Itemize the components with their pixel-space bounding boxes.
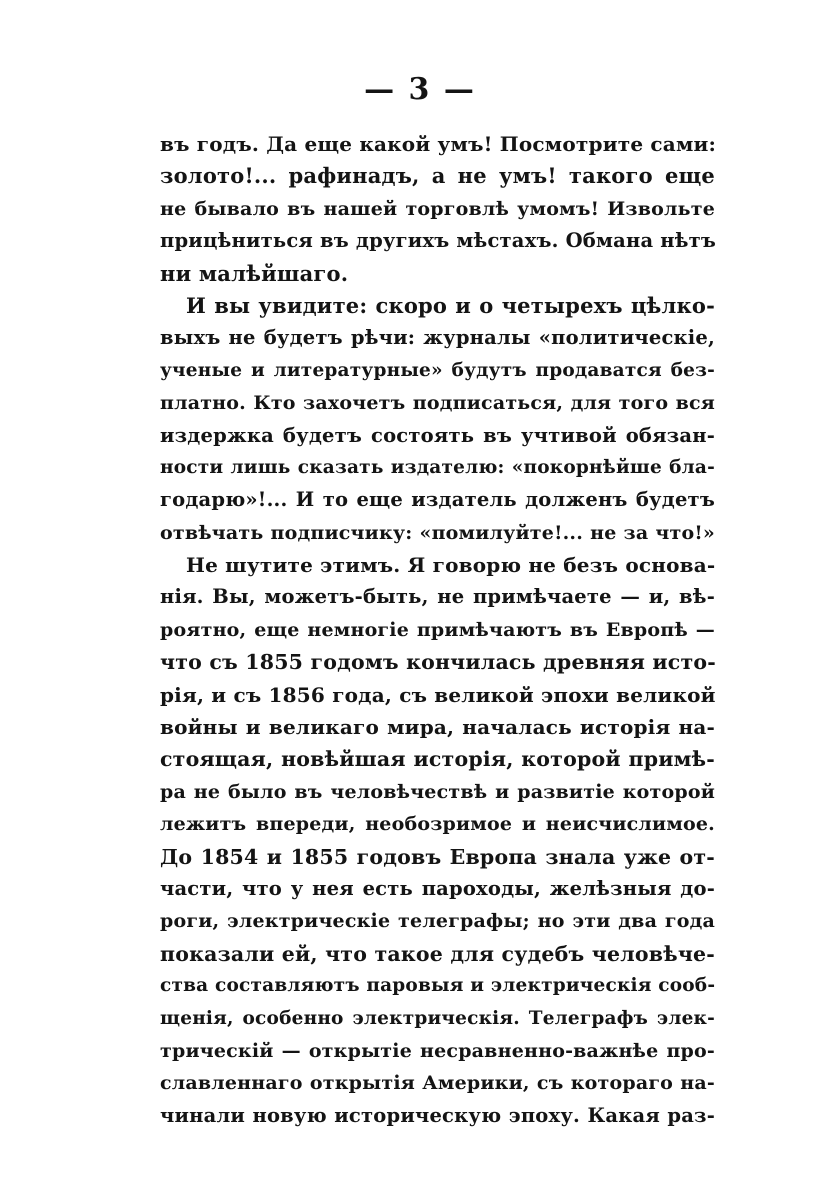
paragraph-first-line: И вы увидите: скоро и о четырехъ цѣлко- — [186, 292, 715, 318]
text-line: платно. Кто захочетъ подписаться, для того вся — [160, 392, 715, 415]
text-line: издержка будетъ состоять въ учтивой обязан- — [160, 423, 715, 447]
text-line: ности лишь сказать издателю: «покорнѣйше бла- — [160, 456, 715, 478]
text-line: выхъ не будетъ рѣчи: журналы «политическіе, — [160, 326, 715, 350]
text-line: въ годъ. Да еще какой умъ! Посмотрите сами: — [160, 132, 717, 156]
text-line: ученые и литературные» будутъ продаватся без- — [160, 359, 715, 381]
text-line: чинали новую историческую эпоху. Какая раз- — [160, 1103, 715, 1127]
page-number: — 3 — — [364, 72, 476, 107]
text-line: войны и великаго мира, началась исторія на- — [160, 715, 715, 740]
text-line: щенія, особенно электрическія. Телеграфъ элек- — [160, 1007, 715, 1029]
text-line: ства составляютъ паровыя и электрическія сооб- — [160, 975, 716, 997]
text-line: части, что у нея есть пароходы, желѣзныя до- — [160, 876, 715, 900]
text-line: рія, и съ 1856 года, съ великой эпохи великой — [160, 682, 716, 707]
text-line: золото!... рафинадъ, а не умъ! такого еще — [160, 163, 715, 189]
paragraph-first-line: Не шутите этимъ. Я говорю не безъ основа- — [186, 553, 716, 578]
text-line: ра не было въ человѣчествѣ и развитіе которой — [160, 780, 715, 803]
text-line: стоящая, новѣйшая исторія, которой примѣ- — [160, 747, 715, 772]
text-line: трическій — открытіе несравненно-важнѣе про- — [160, 1039, 715, 1062]
text-line: не бывало въ нашей торговлѣ умомъ! Извольте — [160, 197, 715, 220]
text-line: что съ 1855 годомъ кончилась древняя исто- — [160, 650, 716, 675]
text-line: роятно, еще немногіе примѣчаютъ въ Европѣ — — [160, 618, 715, 641]
body-text — [160, 128, 715, 1132]
text-line: роги, электрическіе телеграфы; но эти два года — [160, 910, 715, 933]
text-line: До 1854 и 1855 годовъ Европа знала уже от- — [160, 844, 715, 869]
text-line: ни малѣйшаго. — [160, 260, 349, 286]
text-line: славленнаго открытія Америки, съ котораго на- — [160, 1072, 715, 1095]
text-line: показали ей, что такое для судебъ человѣче- — [160, 941, 715, 966]
text-line: отвѣчать подписчику: «помилуйте!... не за что!» — [160, 521, 715, 544]
text-line: нія. Вы, можетъ-быть, не примѣчаете — и, вѣ- — [160, 585, 715, 609]
text-line: годарю»!... И то еще издатель долженъ будетъ — [160, 488, 715, 512]
text-line: лежитъ впереди, необозримое и неисчислимое. — [160, 813, 715, 836]
text-line: прицѣниться въ другихъ мѣстахъ. Обмана нѣтъ — [160, 229, 717, 253]
